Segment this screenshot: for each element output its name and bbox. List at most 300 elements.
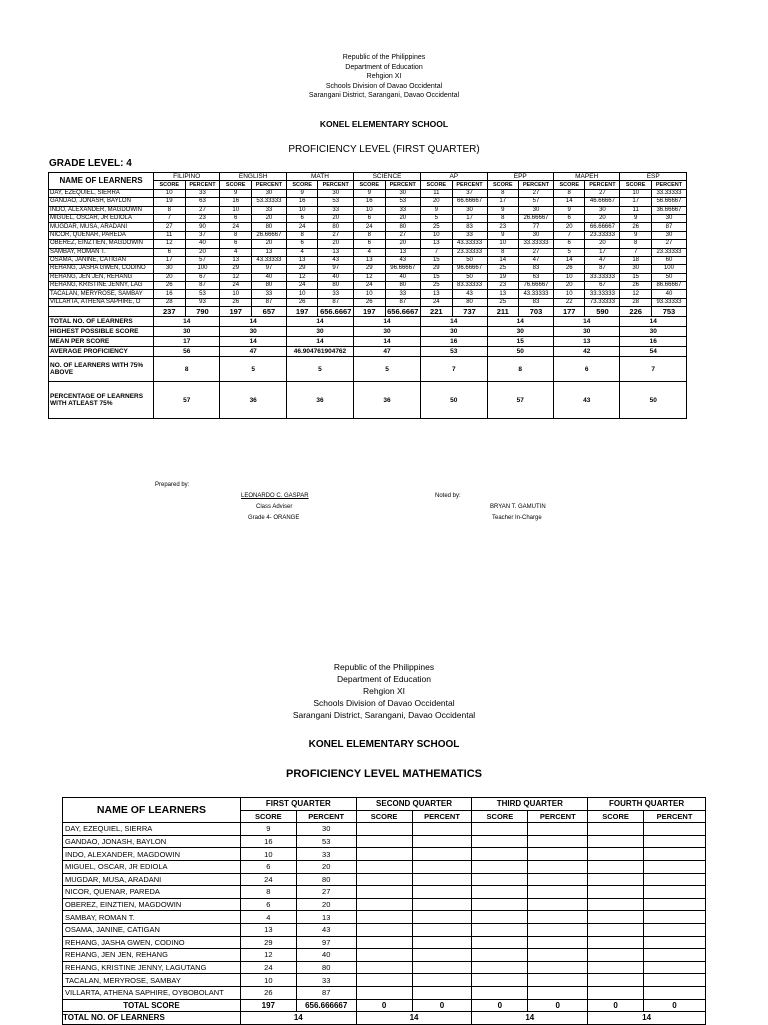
summary-value: 47 xyxy=(354,347,421,357)
score-cell: 7 xyxy=(154,214,186,222)
total-cell: 590 xyxy=(585,307,620,317)
learner-name: REHANG, KRISTINE JENNY, LAGUTANG xyxy=(63,961,241,974)
total-cell: 177 xyxy=(553,307,585,317)
percent-cell: 30 xyxy=(651,231,686,239)
learners-cell: 14 xyxy=(240,1012,356,1025)
score-cell: 9 xyxy=(286,189,318,197)
subject-header: MATH xyxy=(286,173,353,181)
learner-name: SAMBAY, ROMAN T. xyxy=(49,248,154,256)
learners-cell: 14 xyxy=(588,1012,706,1025)
score-cell: 5 xyxy=(553,248,585,256)
empty-cell xyxy=(356,961,412,974)
total-learners-row xyxy=(63,1012,706,1025)
score-cell: 26 xyxy=(220,298,252,306)
percent-cell: 20 xyxy=(585,240,620,248)
empty-cell xyxy=(588,860,644,873)
summary-value: 50 xyxy=(487,347,553,357)
total-cell: 211 xyxy=(487,307,519,317)
empty-cell xyxy=(588,923,644,936)
score-cell: 25 xyxy=(487,265,519,273)
summary-row xyxy=(49,382,687,419)
score-cell: 26 xyxy=(553,265,585,273)
empty-cell xyxy=(472,961,528,974)
percent-cell: 20 xyxy=(318,214,354,222)
score-cell: 5 xyxy=(421,214,453,222)
percent-cell: 33 xyxy=(251,206,286,214)
percent-cell: 30 xyxy=(585,206,620,214)
empty-cell xyxy=(356,873,412,886)
score-cell: 20 xyxy=(154,273,186,281)
summary-value: 14 xyxy=(220,337,286,347)
score-cell: 14 xyxy=(553,198,585,206)
learner-row xyxy=(63,986,706,999)
empty-cell xyxy=(412,873,472,886)
summary-row xyxy=(49,337,687,347)
score-header: SCORE xyxy=(286,181,318,189)
total-cell: 703 xyxy=(519,307,554,317)
school-name: KONEL ELEMENTARY SCHOOL xyxy=(319,119,449,129)
summary-value: 57 xyxy=(154,382,220,419)
score-cell: 29 xyxy=(421,265,453,273)
percent-cell: 56.66667 xyxy=(651,198,686,206)
empty-cell xyxy=(412,886,472,899)
score-cell: 8 xyxy=(286,231,318,239)
percent-cell: 17 xyxy=(585,248,620,256)
summary-value: 7 xyxy=(620,357,687,382)
score-cell: 29 xyxy=(354,265,386,273)
total-cell: 221 xyxy=(421,307,453,317)
percent-cell: 20 xyxy=(185,248,220,256)
score-header: SCORE xyxy=(553,181,585,189)
preparer-section: Grade 4- ORANGE xyxy=(248,515,300,521)
score-cell: 9 xyxy=(620,214,652,222)
score-cell: 26 xyxy=(620,282,652,290)
score-cell: 6 xyxy=(354,214,386,222)
score-cell: 4 xyxy=(286,248,318,256)
score-cell: 11 xyxy=(620,206,652,214)
percent-cell: 83 xyxy=(519,265,554,273)
score-cell: 26 xyxy=(286,298,318,306)
empty-cell xyxy=(472,898,528,911)
summary-label: NO. OF LEARNERS WITH 75% ABOVE xyxy=(49,357,154,382)
total-cell: 737 xyxy=(452,307,487,317)
learner-row xyxy=(63,873,706,886)
percent-cell: 13 xyxy=(251,248,286,256)
summary-value: 30 xyxy=(220,327,286,337)
percent-header: PERCENT xyxy=(528,810,588,823)
summary-value: 14 xyxy=(286,337,353,347)
quarter-header: THIRD QUARTER xyxy=(472,798,588,811)
subject-header: SCIENCE xyxy=(354,173,421,181)
empty-cell xyxy=(412,986,472,999)
empty-cell xyxy=(472,949,528,962)
percent-cell: 20 xyxy=(585,214,620,222)
score-cell: 9 xyxy=(487,206,519,214)
total-cell: 657 xyxy=(251,307,286,317)
percent-cell: 33 xyxy=(452,231,487,239)
learner-name: OSAMA, JANINE, CATIGAN xyxy=(49,256,154,264)
total-cell: 0 xyxy=(356,999,412,1012)
summary-value: 5 xyxy=(220,357,286,382)
empty-cell xyxy=(356,898,412,911)
score-cell: 10 xyxy=(240,974,296,987)
score-cell: 24 xyxy=(354,282,386,290)
summary-label: PERCENTAGE OF LEARNERS WITH ATLEAST 75% xyxy=(49,382,154,419)
percent-cell: 30 xyxy=(251,189,286,197)
percent-cell: 40 xyxy=(296,949,356,962)
percent-cell: 33 xyxy=(318,290,354,298)
percent-cell: 90 xyxy=(185,223,220,231)
name-of-learners-header: NAME OF LEARNERS xyxy=(63,798,241,823)
learner-name: INDO, ALEXANDER, MAGDOWIN xyxy=(49,206,154,214)
subject-header: ESP xyxy=(620,173,687,181)
quarter-header: FIRST QUARTER xyxy=(240,798,356,811)
empty-cell xyxy=(644,898,706,911)
empty-cell xyxy=(472,974,528,987)
summary-value: 7 xyxy=(421,357,487,382)
percent-cell: 40 xyxy=(318,273,354,281)
quarter-header: SECOND QUARTER xyxy=(356,798,472,811)
percent-cell: 23 xyxy=(185,214,220,222)
score-cell: 12 xyxy=(354,273,386,281)
empty-cell xyxy=(528,848,588,861)
percent-cell: 80 xyxy=(296,961,356,974)
summary-value: 30 xyxy=(553,327,619,337)
percent-cell: 97 xyxy=(251,265,286,273)
learner-name: NICOR, QUENAR, PAREDA xyxy=(63,886,241,899)
summary-row xyxy=(49,327,687,337)
score-cell: 16 xyxy=(354,198,386,206)
percent-cell: 87 xyxy=(585,265,620,273)
score-cell: 10 xyxy=(154,189,186,197)
percent-cell: 47 xyxy=(585,256,620,264)
score-header: SCORE xyxy=(620,181,652,189)
totals-label-cell xyxy=(49,307,154,317)
percent-cell: 33.33333 xyxy=(519,240,554,248)
score-cell: 25 xyxy=(487,298,519,306)
score-header: SCORE xyxy=(354,181,386,189)
score-cell: 10 xyxy=(220,206,252,214)
prepared-by-label: Prepared by: xyxy=(155,482,190,488)
learner-name: REHANG, KRISTINE JENNY, LAG xyxy=(49,282,154,290)
percent-cell: 33 xyxy=(296,848,356,861)
score-cell: 26 xyxy=(354,298,386,306)
percent-cell: 97 xyxy=(318,265,354,273)
learner-row xyxy=(49,298,687,306)
percent-cell: 97 xyxy=(296,936,356,949)
score-header: SCORE xyxy=(487,181,519,189)
percent-cell: 100 xyxy=(185,265,220,273)
summary-label: HIGHEST POSSIBLE SCORE xyxy=(49,327,154,337)
percent-cell: 27 xyxy=(651,240,686,248)
page2-header xyxy=(0,661,768,721)
percent-cell: 93.33333 xyxy=(651,298,686,306)
percent-cell: 33 xyxy=(318,206,354,214)
percent-cell: 13 xyxy=(296,911,356,924)
score-cell: 26 xyxy=(240,986,296,999)
empty-cell xyxy=(412,835,472,848)
percent-cell: 20 xyxy=(385,214,421,222)
percent-cell: 96.66667 xyxy=(452,265,487,273)
percent-header: PERCENT xyxy=(519,181,554,189)
percent-cell: 13 xyxy=(385,248,421,256)
empty-cell xyxy=(472,923,528,936)
score-cell: 6 xyxy=(220,214,252,222)
score-header: SCORE xyxy=(356,810,412,823)
score-header: SCORE xyxy=(421,181,453,189)
percent-cell: 43.33333 xyxy=(251,256,286,264)
empty-cell xyxy=(356,860,412,873)
percent-cell: 80 xyxy=(452,298,487,306)
score-cell: 9 xyxy=(553,206,585,214)
empty-cell xyxy=(528,911,588,924)
header-line: Republic of the Philippines xyxy=(342,54,426,61)
learner-row xyxy=(49,198,687,206)
score-cell: 23 xyxy=(487,282,519,290)
percent-cell: 67 xyxy=(585,282,620,290)
percent-cell: 87 xyxy=(251,298,286,306)
percent-cell: 13 xyxy=(318,248,354,256)
score-cell: 29 xyxy=(220,265,252,273)
header-line: Schools Division of Davao Occidental xyxy=(313,698,455,708)
learner-row xyxy=(63,835,706,848)
empty-cell xyxy=(644,860,706,873)
learner-row xyxy=(63,911,706,924)
summary-value: 50 xyxy=(421,382,487,419)
total-cell: 790 xyxy=(185,307,220,317)
total-cell: 656.6667 xyxy=(318,307,354,317)
summary-value: 16 xyxy=(421,337,487,347)
learner-row xyxy=(49,214,687,222)
header-line: Rehgion XI xyxy=(362,686,406,696)
total-cell: 197 xyxy=(354,307,386,317)
percent-cell: 30 xyxy=(651,214,686,222)
total-cell: 237 xyxy=(154,307,186,317)
learner-row xyxy=(49,206,687,214)
summary-value: 30 xyxy=(487,327,553,337)
empty-cell xyxy=(356,949,412,962)
score-cell: 10 xyxy=(220,290,252,298)
score-cell: 9 xyxy=(220,189,252,197)
score-cell: 6 xyxy=(240,898,296,911)
score-cell: 15 xyxy=(421,273,453,281)
percent-cell: 80 xyxy=(318,223,354,231)
score-header: SCORE xyxy=(154,181,186,189)
summary-value: 36 xyxy=(354,382,421,419)
score-cell: 24 xyxy=(421,298,453,306)
learner-row xyxy=(63,936,706,949)
score-cell: 10 xyxy=(421,231,453,239)
score-cell: 17 xyxy=(487,198,519,206)
header-line: Republic of the Philippines xyxy=(333,662,435,672)
percent-cell: 87 xyxy=(185,282,220,290)
percent-header: PERCENT xyxy=(185,181,220,189)
percent-cell: 63 xyxy=(185,198,220,206)
empty-cell xyxy=(412,936,472,949)
score-cell: 26 xyxy=(154,282,186,290)
empty-cell xyxy=(644,873,706,886)
learner-name: DAY, EZEQUIEL, SIERRA xyxy=(49,189,154,197)
score-header: SCORE xyxy=(472,810,528,823)
score-cell: 8 xyxy=(553,189,585,197)
total-cell: 0 xyxy=(588,999,644,1012)
learner-row xyxy=(49,231,687,239)
percent-cell: 77 xyxy=(519,223,554,231)
score-cell: 24 xyxy=(240,873,296,886)
score-cell: 8 xyxy=(620,240,652,248)
score-cell: 6 xyxy=(553,240,585,248)
learner-row xyxy=(49,256,687,264)
empty-cell xyxy=(472,936,528,949)
total-cell: 197 xyxy=(220,307,252,317)
empty-cell xyxy=(472,835,528,848)
total-cell: 0 xyxy=(412,999,472,1012)
empty-cell xyxy=(356,835,412,848)
percent-cell: 66.66667 xyxy=(452,198,487,206)
empty-cell xyxy=(412,961,472,974)
summary-label: MEAN PER SCORE xyxy=(49,337,154,347)
empty-cell xyxy=(412,911,472,924)
empty-cell xyxy=(356,886,412,899)
empty-cell xyxy=(588,898,644,911)
header-line: Sarangani District, Sarangani, Davao Occidental xyxy=(292,710,476,720)
score-cell: 22 xyxy=(553,298,585,306)
percent-header: PERCENT xyxy=(452,181,487,189)
empty-cell xyxy=(588,949,644,962)
percent-cell: 96.66667 xyxy=(385,265,421,273)
score-cell: 7 xyxy=(553,231,585,239)
percent-cell: 43 xyxy=(452,290,487,298)
score-cell: 25 xyxy=(421,282,453,290)
empty-cell xyxy=(588,823,644,836)
summary-value: 14 xyxy=(220,317,286,327)
summary-value: 30 xyxy=(286,327,353,337)
summary-value: 57 xyxy=(487,382,553,419)
summary-value: 30 xyxy=(620,327,687,337)
score-cell: 13 xyxy=(220,256,252,264)
total-cell: 197 xyxy=(240,999,296,1012)
empty-cell xyxy=(644,949,706,962)
total-learners-label: TOTAL NO. OF LEARNERS xyxy=(63,1012,241,1025)
school-name: KONEL ELEMENTARY SCHOOL xyxy=(308,739,460,750)
empty-cell xyxy=(644,974,706,987)
score-cell: 30 xyxy=(154,265,186,273)
score-cell: 13 xyxy=(421,290,453,298)
percent-cell: 50 xyxy=(651,273,686,281)
preparer-name: LEONARDO C. GASPAR xyxy=(241,493,309,499)
percent-cell: 80 xyxy=(296,873,356,886)
summary-row xyxy=(49,317,687,327)
empty-cell xyxy=(412,898,472,911)
score-cell: 25 xyxy=(421,223,453,231)
summary-value: 14 xyxy=(286,317,353,327)
score-cell: 29 xyxy=(240,936,296,949)
grade-level: GRADE LEVEL: 4 xyxy=(49,158,132,169)
score-cell: 23 xyxy=(487,223,519,231)
percent-cell: 43.33333 xyxy=(452,240,487,248)
percent-cell: 53 xyxy=(296,835,356,848)
percent-cell: 26.66667 xyxy=(251,231,286,239)
score-cell: 24 xyxy=(220,282,252,290)
percent-cell: 30 xyxy=(519,206,554,214)
percent-cell: 26.66667 xyxy=(519,214,554,222)
empty-cell xyxy=(528,886,588,899)
percent-header: PERCENT xyxy=(644,810,706,823)
percent-cell: 83 xyxy=(519,298,554,306)
learner-row xyxy=(49,273,687,281)
subject-header: ENGLISH xyxy=(220,173,286,181)
empty-cell xyxy=(528,986,588,999)
score-cell: 6 xyxy=(286,214,318,222)
learner-name: SAMBAY, ROMAN T. xyxy=(63,911,241,924)
score-cell: 11 xyxy=(421,189,453,197)
score-cell: 28 xyxy=(154,298,186,306)
empty-cell xyxy=(588,873,644,886)
percent-header: PERCENT xyxy=(251,181,286,189)
percent-cell: 30 xyxy=(452,206,487,214)
percent-cell: 100 xyxy=(651,265,686,273)
score-cell: 6 xyxy=(154,248,186,256)
percent-cell: 43.33333 xyxy=(519,290,554,298)
percent-header: PERCENT xyxy=(318,181,354,189)
score-cell: 28 xyxy=(620,298,652,306)
score-cell: 16 xyxy=(154,290,186,298)
percent-cell: 27 xyxy=(296,886,356,899)
empty-cell xyxy=(644,823,706,836)
summary-value: 56 xyxy=(154,347,220,357)
empty-cell xyxy=(528,823,588,836)
summary-value: 14 xyxy=(154,317,220,327)
total-score-label: TOTAL SCORE xyxy=(63,999,241,1012)
percent-cell: 80 xyxy=(251,223,286,231)
summary-value: 8 xyxy=(487,357,553,382)
learner-name: REHANG, JASHA GWEN, CODINO xyxy=(49,265,154,273)
summary-value: 43 xyxy=(553,382,619,419)
learner-name: REHANG, JEN JEN, REHANG xyxy=(63,949,241,962)
subject-header: AP xyxy=(421,173,487,181)
empty-cell xyxy=(412,860,472,873)
percent-cell: 23.33333 xyxy=(452,248,487,256)
percent-cell: 93 xyxy=(185,298,220,306)
percent-header: PERCENT xyxy=(296,810,356,823)
learner-name: OBEREZ, EINZTIEN, MAGDOWIN xyxy=(49,240,154,248)
learner-name: DAY, EZEQUIEL, SIERRA xyxy=(63,823,241,836)
learner-row xyxy=(63,974,706,987)
learner-name: MUGDAR, MUSA, ARADANI xyxy=(49,223,154,231)
score-cell: 8 xyxy=(487,189,519,197)
summary-label: AVERAGE PROFICIENCY xyxy=(49,347,154,357)
score-cell: 7 xyxy=(421,248,453,256)
score-cell: 8 xyxy=(220,231,252,239)
summary-value: 5 xyxy=(354,357,421,382)
total-cell: 753 xyxy=(651,307,686,317)
empty-cell xyxy=(356,974,412,987)
percent-cell: 83 xyxy=(452,223,487,231)
subject-header: FILIPINO xyxy=(154,173,220,181)
score-cell: 14 xyxy=(487,256,519,264)
percent-cell: 20 xyxy=(251,214,286,222)
total-cell: 226 xyxy=(620,307,652,317)
summary-value: 6 xyxy=(553,357,619,382)
learner-row xyxy=(49,265,687,273)
empty-cell xyxy=(528,936,588,949)
score-cell: 12 xyxy=(620,290,652,298)
learner-name: TACALAN, MERYROSE, SAMBAY xyxy=(63,974,241,987)
percent-cell: 20 xyxy=(251,240,286,248)
percent-cell: 60 xyxy=(651,256,686,264)
learner-row xyxy=(63,949,706,962)
score-cell: 12 xyxy=(240,949,296,962)
